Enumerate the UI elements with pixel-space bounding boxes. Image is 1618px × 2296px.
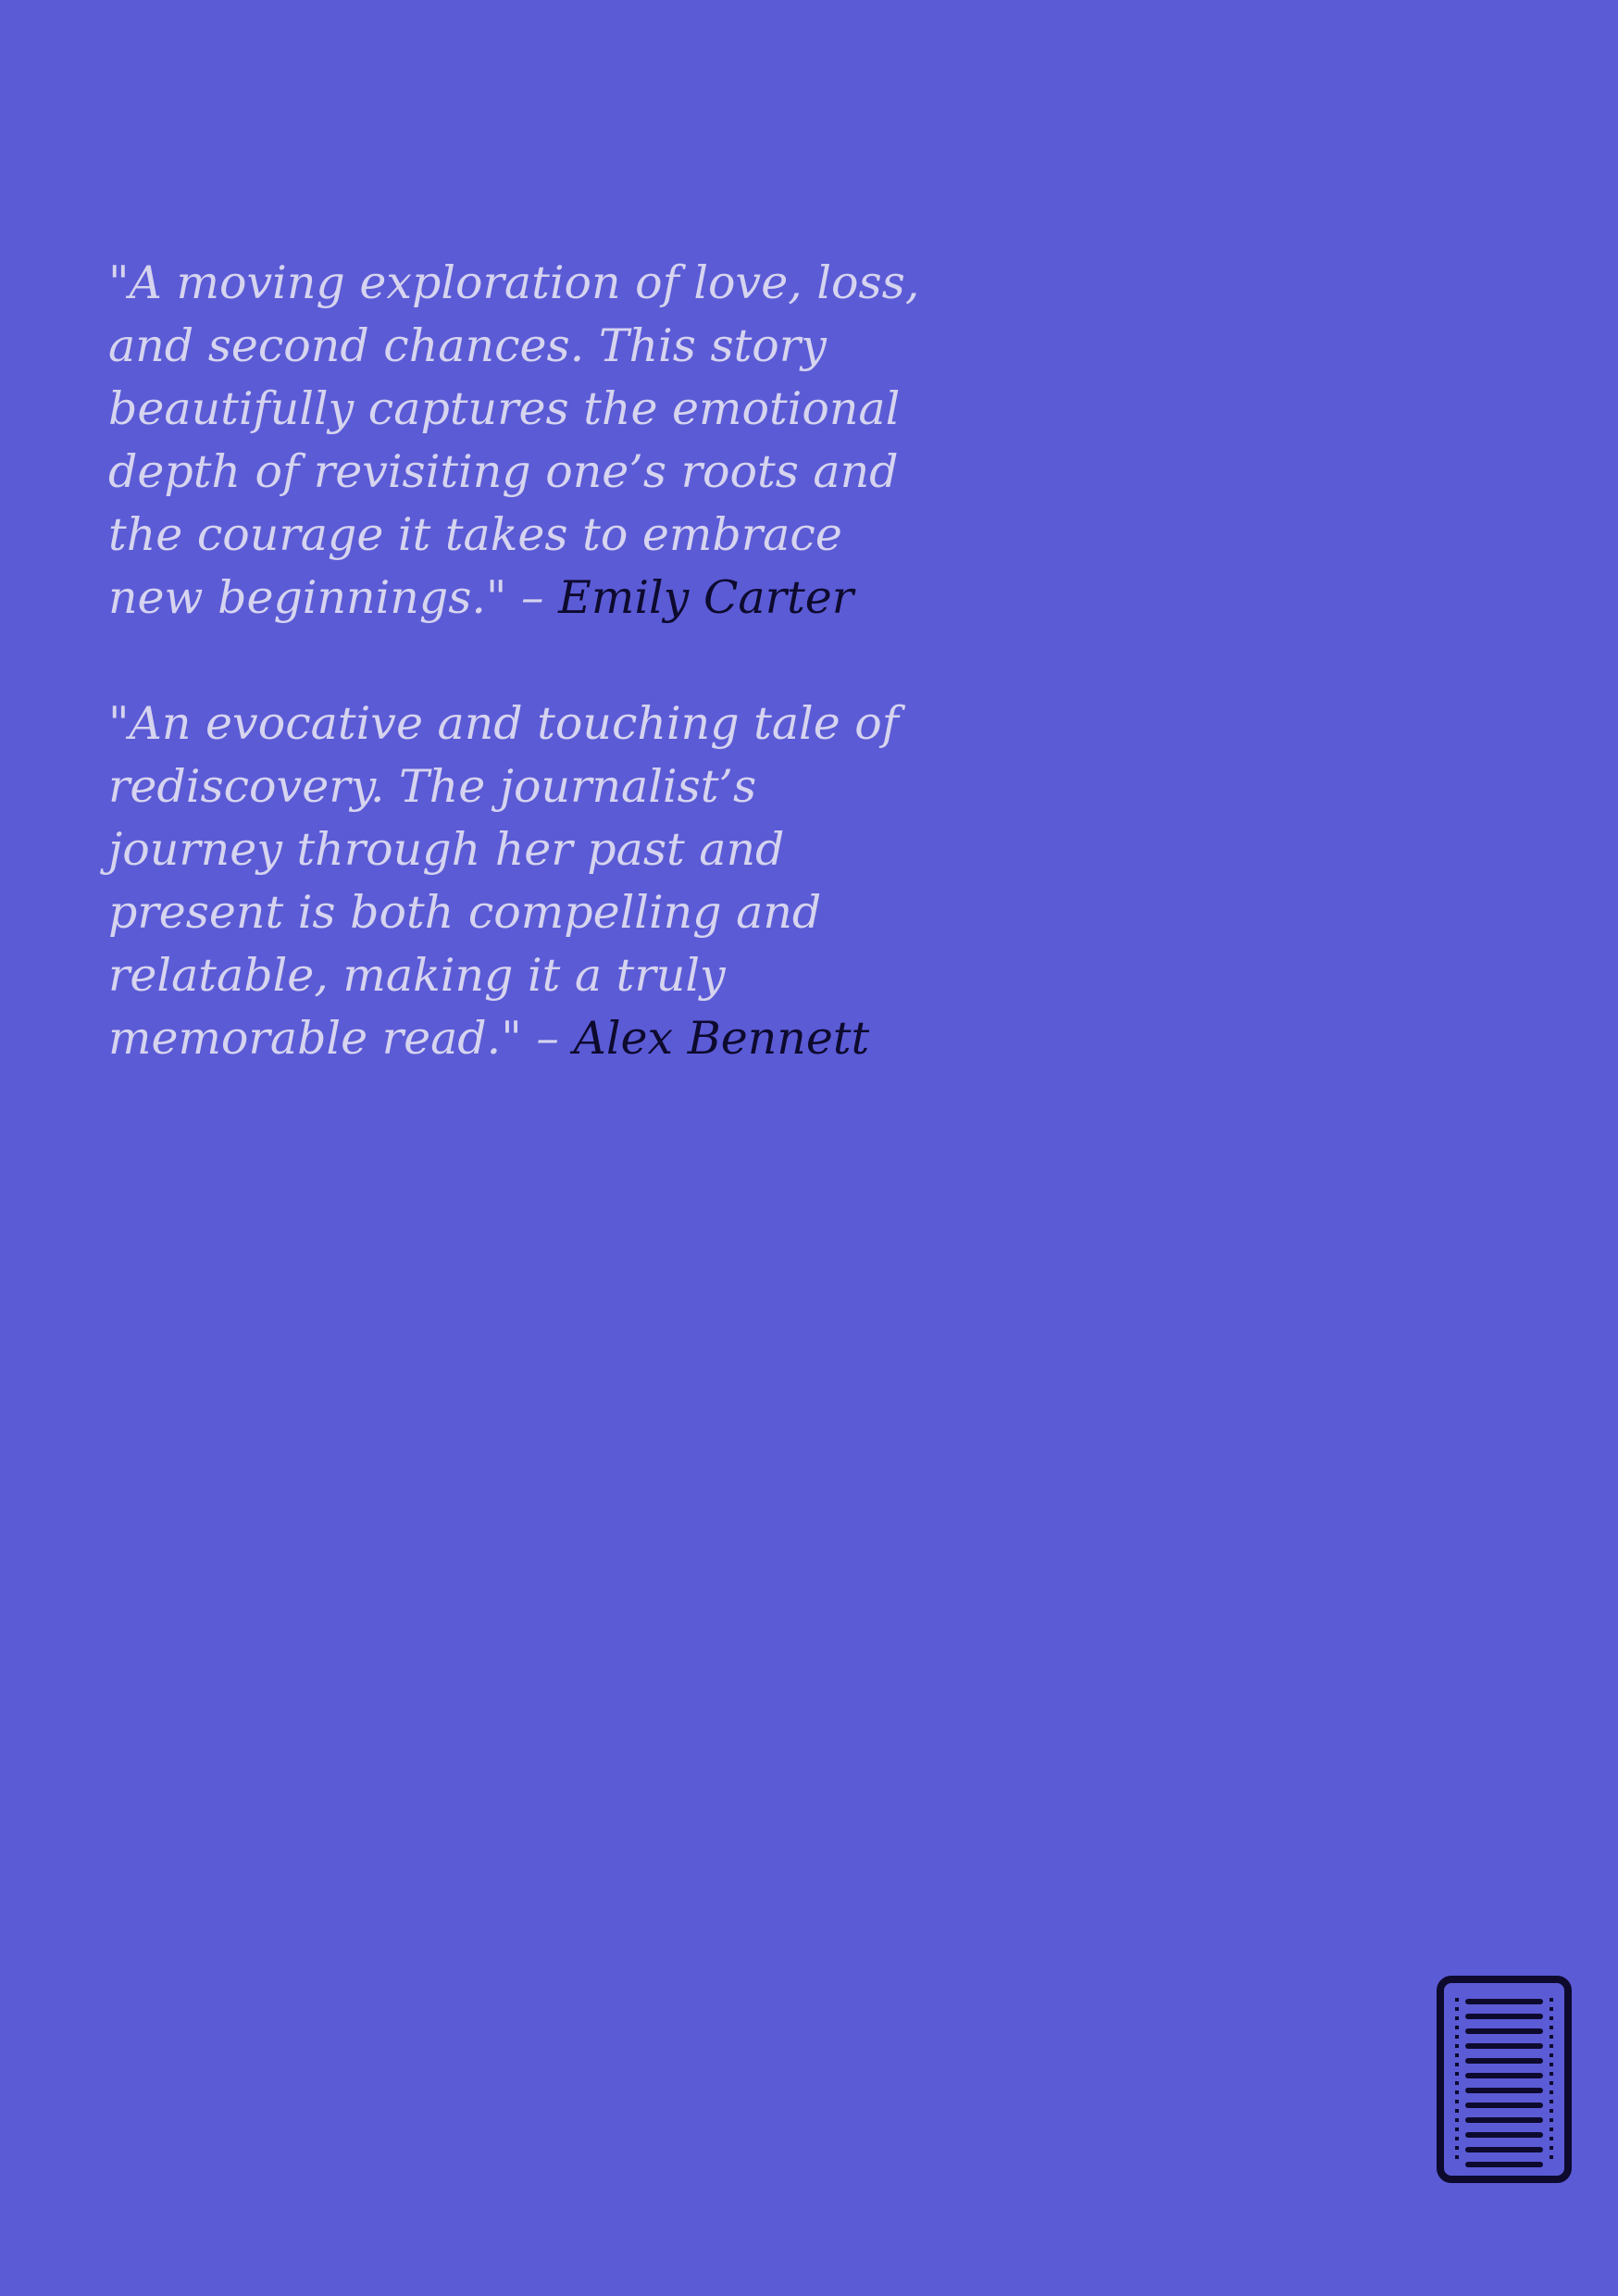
review-quote <box>108 252 941 630</box>
review-quote-text: "An evocative and touching tale of rediscovery. The journalist’s journey through her past and present is both compelling and relatable, making it a truly memorable read." <box>108 697 899 1065</box>
review-dash: – <box>521 1012 574 1065</box>
review-blurbs <box>108 252 941 1133</box>
review-quote <box>108 693 941 1070</box>
review-author: Alex Bennett <box>573 1012 870 1065</box>
review-quote-text: "A moving exploration of love, loss, and second chances. This story beautifully captures the emotional depth of revisiting one’s roots and the courage it takes to embrace new beginnings." <box>108 256 920 624</box>
ebook-reader-icon <box>1437 1976 1572 2183</box>
review-dash: – <box>506 571 559 624</box>
review-author: Emily Carter <box>558 571 854 624</box>
